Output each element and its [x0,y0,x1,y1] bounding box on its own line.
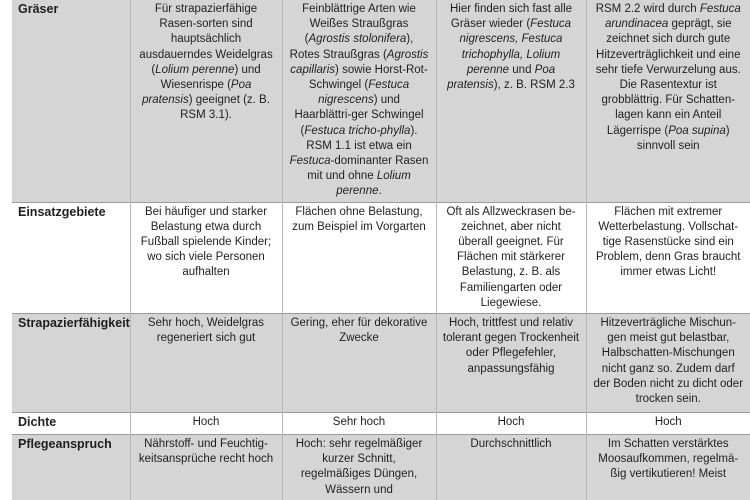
cell-text: Sehr hoch [332,416,386,429]
lawn-comparison-table [12,0,750,500]
cell-text: RSM 2.2 wird durch [595,3,700,15]
cell-text: Für strapazierfähige Rasen-sorten sind hauptsächlich ausdauerndes Weidelgras ( [139,3,273,76]
cell-text: Gering, eher für dekorative Zwecke [290,317,428,345]
cell-text: Hoch [654,416,682,429]
cell-graeser-col2 [282,0,436,202]
italic-species-name: Agrostis stolonifera [308,33,407,46]
italic-species-name: Lolium perenne [336,170,411,198]
row-label-einsatzgebiete: Einsatzgebiete [12,202,130,313]
cell-text: Hoch, trittfest und relativ tolerant gegen Trockenheit oder Pflegefehler, anpassungsfähig [442,317,580,375]
italic-species-name: Festuca [289,155,331,168]
cell-dichte-col1 [130,413,282,435]
cell-text: ), z. B. RSM 2.3 [493,79,575,92]
cell-text: ) und Haarblättri-ger Schwingel ( [294,94,424,137]
cell-text: Nährstoff- und Feuchtig-keitsansprüche recht hoch [138,438,274,466]
cell-text: ) sowie Horst-Rot-Schwingel ( [308,63,428,92]
row-einsatzgebiete [12,202,750,313]
cell-text: Hoch: sehr regelmäßiger kurzer Schnitt, regelmäßiges Düngen, Wässern und [295,438,423,496]
cell-text: Im Schatten verstärktes Moosaufkommen, regelmä-ßig vertikutieren! Meist [598,438,739,481]
cell-pflegeanspruch-col3 [436,435,586,500]
cell-dichte-col4 [586,413,750,435]
cell-pflegeanspruch-col2 [282,435,436,500]
italic-species-name: Festuca tricho-phylla [304,124,411,137]
cell-text: Flächen ohne Belastung, zum Beispiel im Vorgarten [292,205,426,233]
cell-text: Sehr hoch, Weidelgras regeneriert sich gut [147,317,265,345]
cell-einsatzgebiete-col4 [586,202,750,313]
cell-pflegeanspruch-col1 [130,435,282,500]
cell-text: Feinblättrige Arten wie Weißes Straußgras ( [302,3,416,46]
row-pflegeanspruch [12,435,750,500]
cell-text: Durchschnittlich [470,438,552,451]
cell-text: Hoch [192,416,220,429]
italic-species-name: Festuca nigrescens [318,79,410,107]
italic-species-name: Festuca arundinacea [604,3,741,31]
cell-einsatzgebiete-col2 [282,202,436,313]
cell-text: und [509,63,535,76]
cell-text: Bei häufiger und starker Belastung etwa durch Fußball spielende Kinder; wo sich viele Personen aufhalten [140,205,272,279]
italic-species-name: Agrostis capillaris [290,48,429,76]
cell-text: ) sinnvoll sein [636,124,730,152]
cell-graeser-col3 [436,0,586,202]
cell-pflegeanspruch-col4 [586,435,750,500]
italic-species-name: Poa supina [668,124,726,137]
row-label-dichte: Dichte [12,413,130,435]
cell-dichte-col2 [282,413,436,435]
cell-text: Flächen mit extremer Wetterbelastung. Vollschat-tige Rasenstücke sind ein Problem, denn Gras braucht immer etwas Licht! [596,205,741,279]
cell-graeser-col1 [130,0,282,202]
italic-species-name: Poa pratensis [447,63,556,92]
cell-text: geprägt, sie zeichnet sich durch gute Hitzeverträglichkeit und eine sehr tiefe Verwurzelung aus. Die Rasentextur ist grobblättrig. Für Schatten-lagen kann ein Anteil Lägerrispe ( [595,18,741,137]
row-label-strapazierfaehigkeit: Strapazierfähigkeit [12,314,130,413]
cell-strapazierfaehigkeit-col2 [282,314,436,413]
italic-species-name: Festuca nigrescens, Festuca trichophylla, Lolium perenne [459,18,572,76]
cell-text: ) und Wiesenrispe ( [160,63,261,92]
cell-text: Hier finden sich fast alle Gräser wieder ( [449,3,573,31]
cell-strapazierfaehigkeit-col1 [130,314,282,413]
cell-einsatzgebiete-col1 [130,202,282,313]
cell-text: ), Rotes Straußgras ( [289,33,414,61]
cell-strapazierfaehigkeit-col4 [586,314,750,413]
cell-strapazierfaehigkeit-col3 [436,314,586,413]
cell-text: Hoch [497,416,525,429]
row-strapazierfaehigkeit [12,314,750,413]
cell-dichte-col3 [436,413,586,435]
cell-text: . [378,185,382,198]
cell-text: -dominanter Rasen mit und ohne [307,155,429,183]
cell-text: Oft als Allzweckrasen be-zeichnet, aber nicht überall geeignet. Für Flächen mit stärkerer Belastung, z. B. als Familiengarten oder Liegewiese. [446,205,576,309]
cell-einsatzgebiete-col3 [436,202,586,313]
row-label-graeser: Gräser [12,0,130,202]
row-graeser [12,0,750,202]
italic-species-name: Lolium perenne [155,63,235,76]
cell-text: ) geeignet (z. B. RSM 3.1). [180,94,270,122]
cell-graeser-col4 [586,0,750,202]
cell-text: Hitzeverträgliche Mischun-gen meist gut belastbar, Halbschatten-Mischungen nicht ganz so. Zudem darf der Boden nicht zu dicht oder trocken sein. [593,317,744,406]
italic-species-name: Poa pratensis [142,79,252,107]
cell-text: ). RSM 1.1 ist etwa ein [306,124,418,152]
row-dichte [12,413,750,435]
row-label-pflegeanspruch: Pflegeanspruch [12,435,130,500]
